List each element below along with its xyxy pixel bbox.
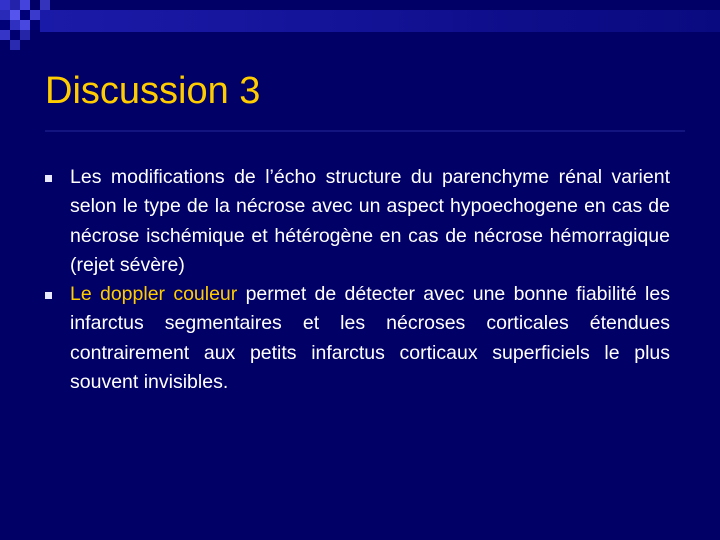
mosaic-square [20,20,30,30]
mosaic-square [10,40,20,50]
bullet-item [45,163,670,280]
mosaic-square [0,0,10,10]
mosaic-square [30,20,40,30]
square-bullet-icon [45,175,52,182]
mosaic-square [0,30,10,40]
bullet-item [45,280,670,397]
bullet-text: permet de détecter avec une bonne fiabilité les infarctus segmentaires et les nécroses corticales étendues contrairement aux petits infarctus corticaux superficiels le plus souvent invisibles. [70,283,670,394]
mosaic-square [20,0,30,10]
mosaic-square [10,20,20,30]
mosaic-square [0,20,10,30]
bullet-text: Les modifications de l’écho structure du parenchyme rénal varient selon le type de la nécrose avec un aspect hypoechogene en cas de nécrose ischémique et hétérogène en cas de nécrose hémorragique (rejet sévère) [70,166,670,276]
slide-title: Discussion 3 [45,70,261,112]
mosaic-square [40,0,50,10]
mosaic-square [30,10,40,20]
title-divider [45,130,685,132]
bullet-highlight-text: Le doppler couleur [70,283,238,306]
mosaic-square [10,0,20,10]
mosaic-square [0,10,10,20]
mosaic-square [30,0,40,10]
decorative-top-stripe [40,10,720,32]
mosaic-square [20,10,30,20]
square-bullet-icon [45,292,52,299]
mosaic-square [10,30,20,40]
bullet-list [45,163,670,397]
mosaic-square [10,10,20,20]
mosaic-square [20,30,30,40]
